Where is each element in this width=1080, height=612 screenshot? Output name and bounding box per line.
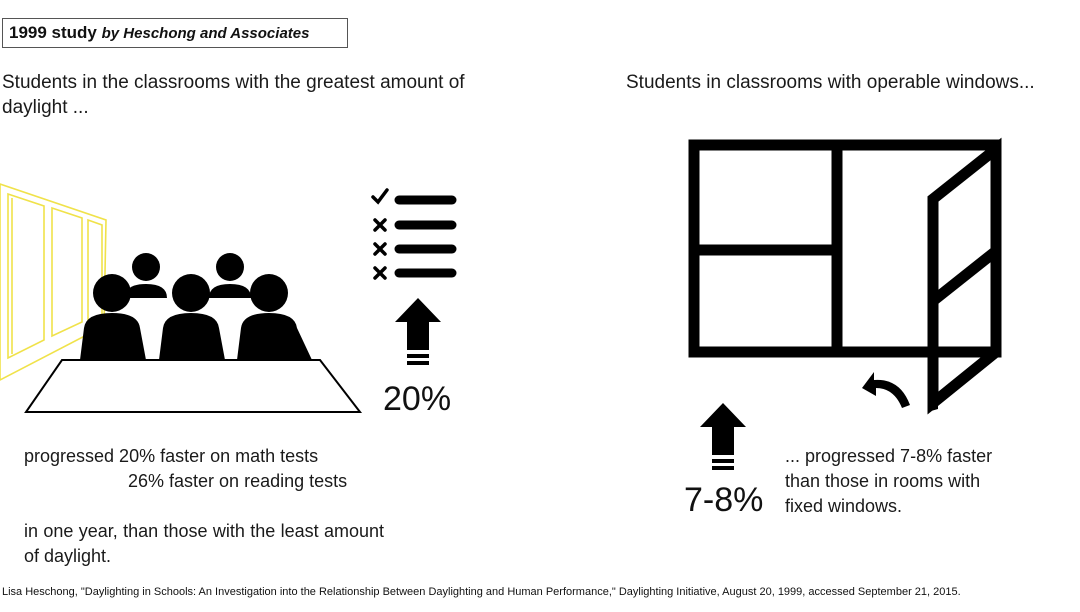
up-arrow-icon-right <box>700 403 746 475</box>
left-comparison: in one year, than those with the least amount of daylight. <box>24 521 384 566</box>
left-increase-label: 20% <box>383 380 452 418</box>
right-heading: Students in classrooms with operable windows... <box>626 72 1035 93</box>
title-box <box>2 18 348 48</box>
left-heading: Students in the classrooms with the greatest amount of daylight ... <box>2 72 465 118</box>
citation: Lisa Heschong, "Daylighting in Schools: An Investigation into the Relationship Between Daylighting and Human Performance," Daylighting Initiative, August 20, 1999, accessed September 21, 2015. <box>2 586 961 598</box>
operable-window-icon <box>688 139 1004 415</box>
classroom-students-icon <box>20 250 370 415</box>
up-arrow-icon <box>395 298 441 370</box>
left-result-math: progressed 20% faster on math tests <box>24 446 319 466</box>
title-main: 1999 study <box>9 23 97 42</box>
checklist-icon <box>370 188 460 283</box>
left-result-reading: 26% faster on reading tests <box>128 471 348 491</box>
open-arrow-icon <box>860 360 920 410</box>
title-byline: by Heschong and Associates <box>101 25 310 42</box>
right-increase-label: 7-8% <box>684 481 764 519</box>
right-result: ... progressed 7-8% faster than those in rooms with fixed windows. <box>785 446 993 516</box>
